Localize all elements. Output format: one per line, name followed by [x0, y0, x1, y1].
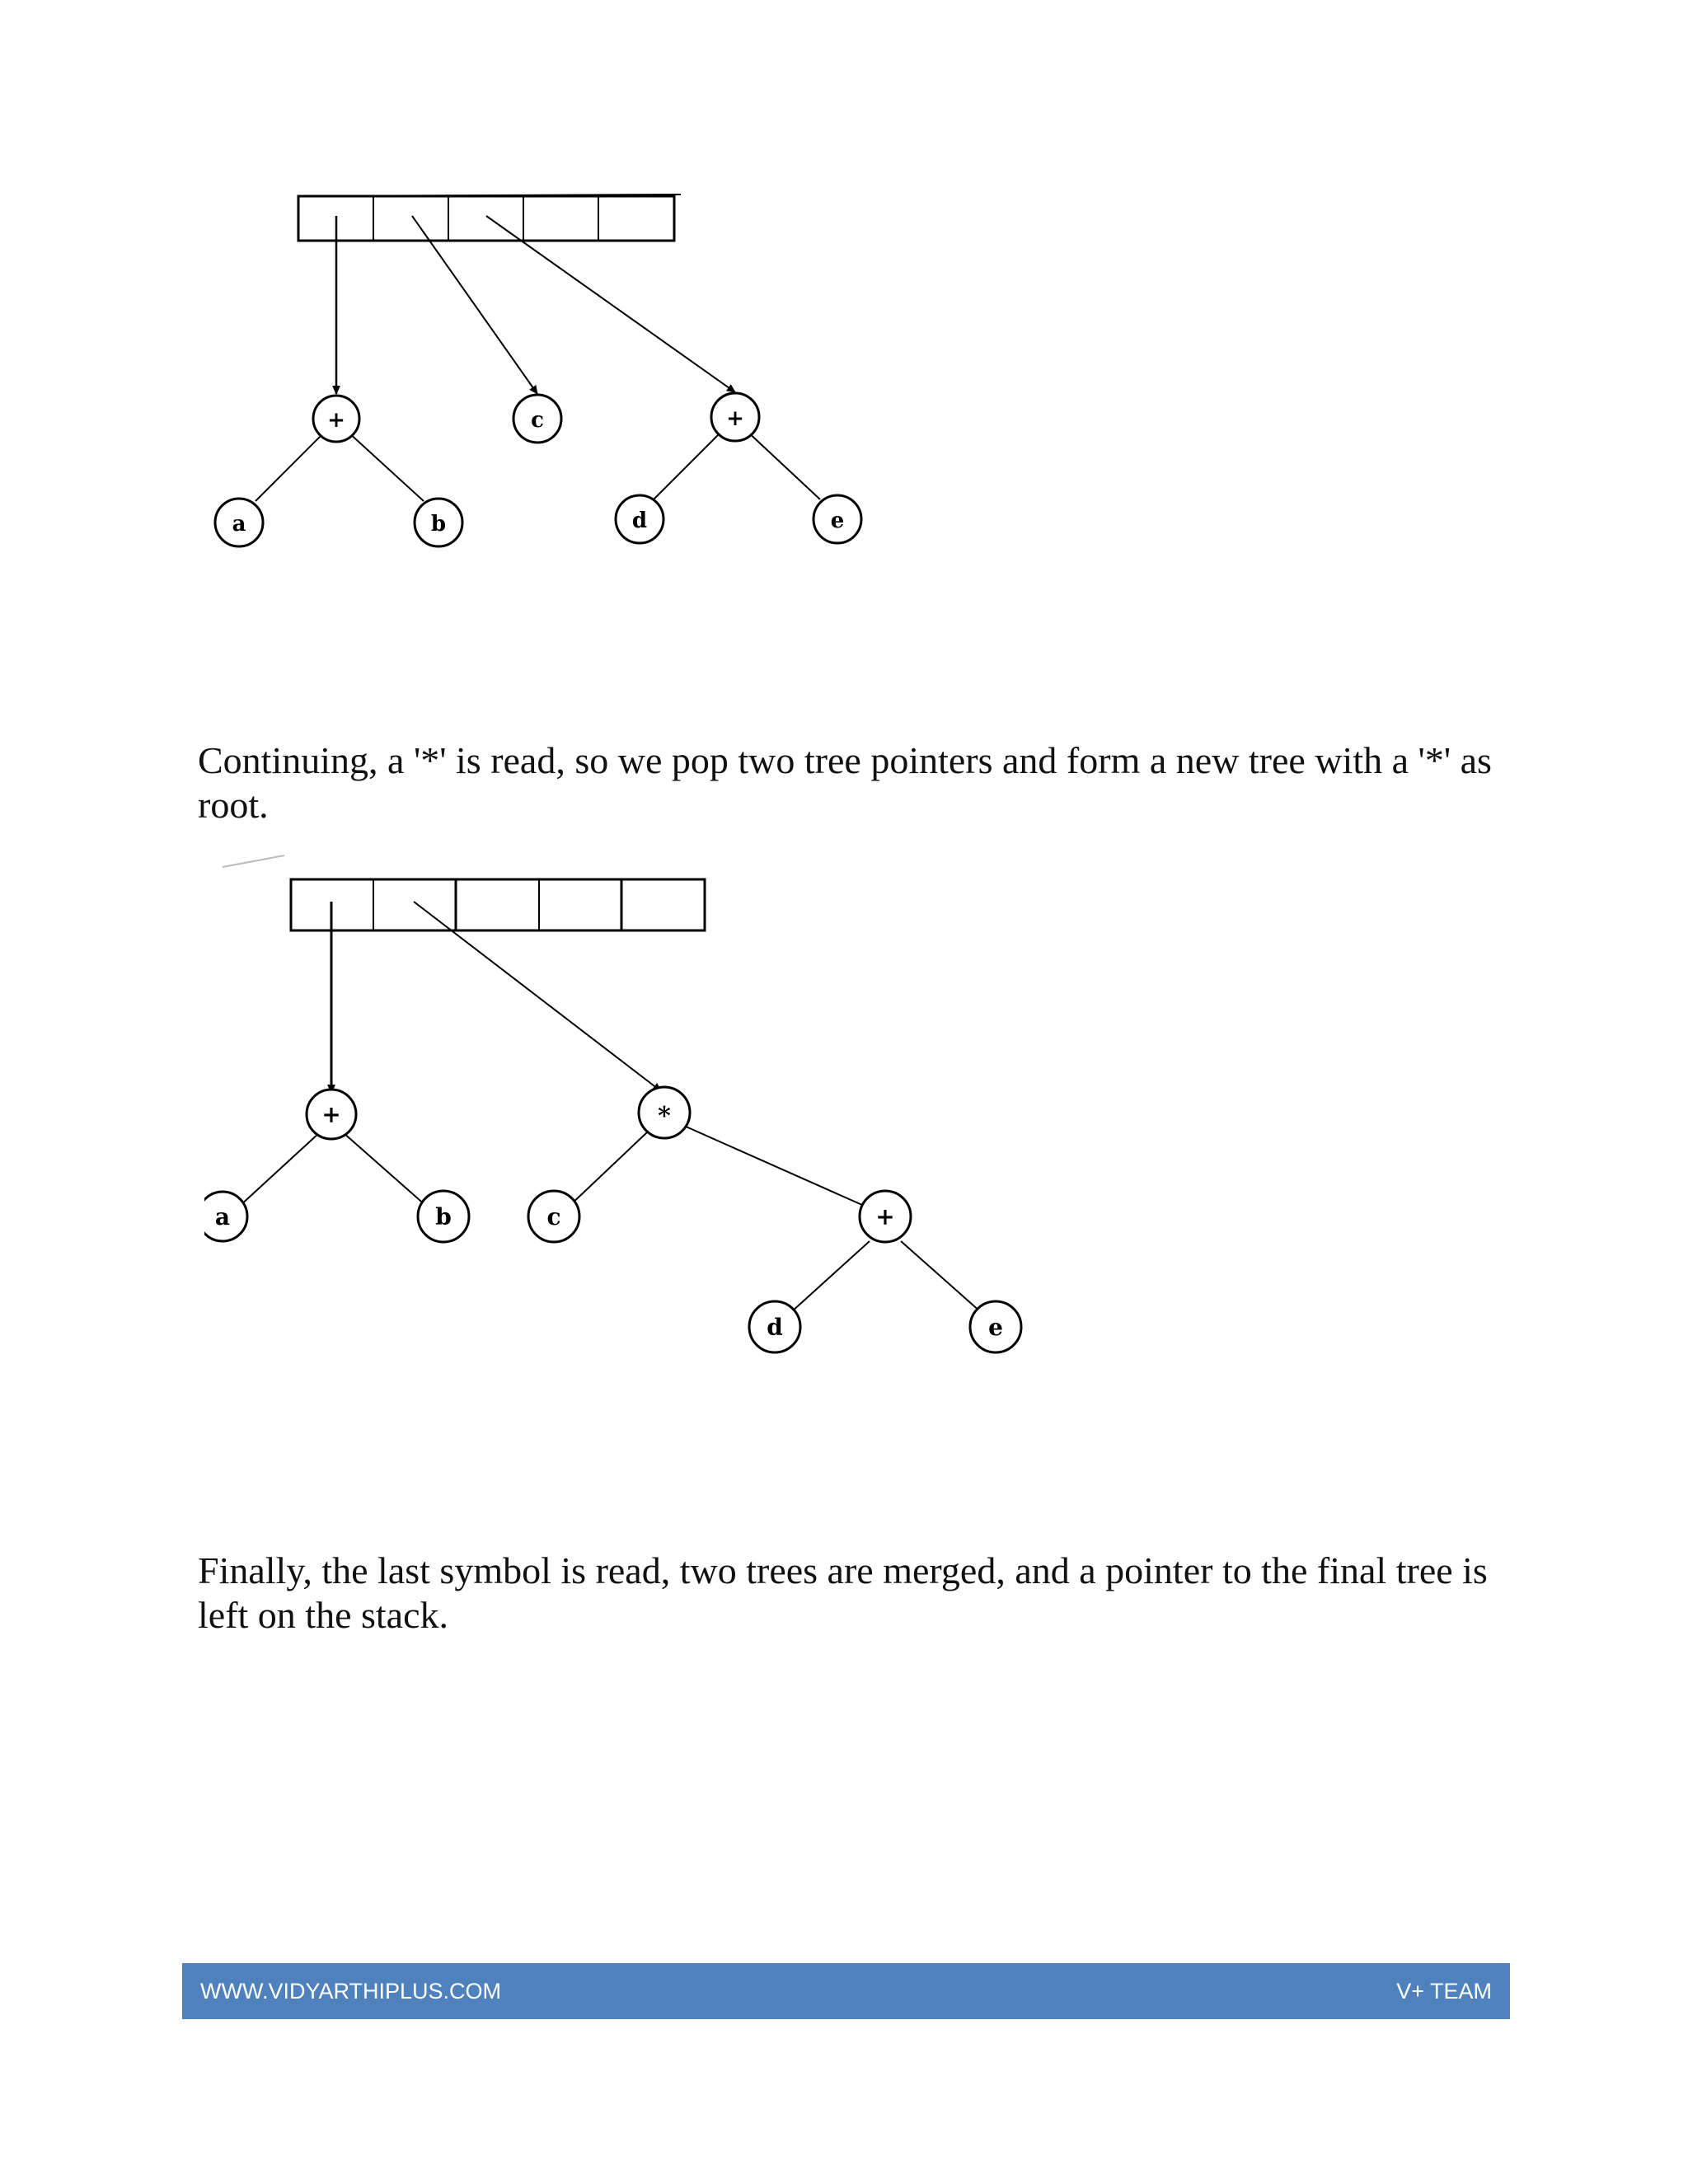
svg-text:a: a: [214, 1203, 231, 1230]
svg-text:*: *: [658, 1102, 671, 1131]
svg-text:+: +: [726, 406, 744, 431]
node-a: [198, 1192, 247, 1241]
node-plus-left: [313, 396, 359, 442]
svg-text:+: +: [875, 1203, 895, 1230]
paragraph-continuing: Continuing, a '*' is read, so we pop two tree pointers and form a new tree with a '*' as root.: [198, 739, 1492, 826]
scan-mark: [223, 855, 284, 867]
node-d: [616, 495, 663, 543]
svg-text:d: d: [631, 509, 648, 533]
footer-team: V+ TEAM: [1396, 1978, 1492, 2004]
stack-array: [291, 879, 705, 930]
stack-diagram-two-trees: [0, 832, 1688, 1368]
stack-diagram-three-trees: [0, 0, 1688, 577]
svg-text:e: e: [988, 1314, 1003, 1341]
pointer-arrows: [336, 216, 735, 394]
svg-text:e: e: [830, 509, 845, 533]
node-star: [639, 1087, 690, 1138]
node-b: [418, 1191, 469, 1242]
svg-text:c: c: [546, 1203, 561, 1230]
node-c: [513, 395, 561, 443]
node-plus-left: [307, 1090, 356, 1139]
svg-text:b: b: [430, 512, 447, 537]
node-a: [215, 499, 263, 546]
node-plus-right: [860, 1191, 911, 1242]
svg-text:a: a: [232, 512, 246, 537]
footer-website: WWW.VIDYARTHIPLUS.COM: [200, 1978, 502, 2004]
node-d: [749, 1301, 800, 1352]
svg-text:c: c: [531, 408, 544, 433]
page-footer: [182, 1963, 1510, 2019]
node-e: [814, 495, 861, 543]
svg-text:+: +: [321, 1101, 341, 1128]
node-plus-right: [711, 393, 759, 441]
node-b: [415, 499, 462, 546]
paragraph-finally: Finally, the last symbol is read, two trees are merged, and a pointer to the final tree is left on the stack.: [198, 1549, 1488, 1636]
left-margin-crop: [0, 1179, 204, 1261]
svg-text:b: b: [435, 1203, 452, 1230]
node-c: [528, 1191, 579, 1242]
svg-text:+: +: [327, 408, 345, 433]
node-e: [970, 1301, 1021, 1352]
svg-text:d: d: [767, 1314, 783, 1341]
